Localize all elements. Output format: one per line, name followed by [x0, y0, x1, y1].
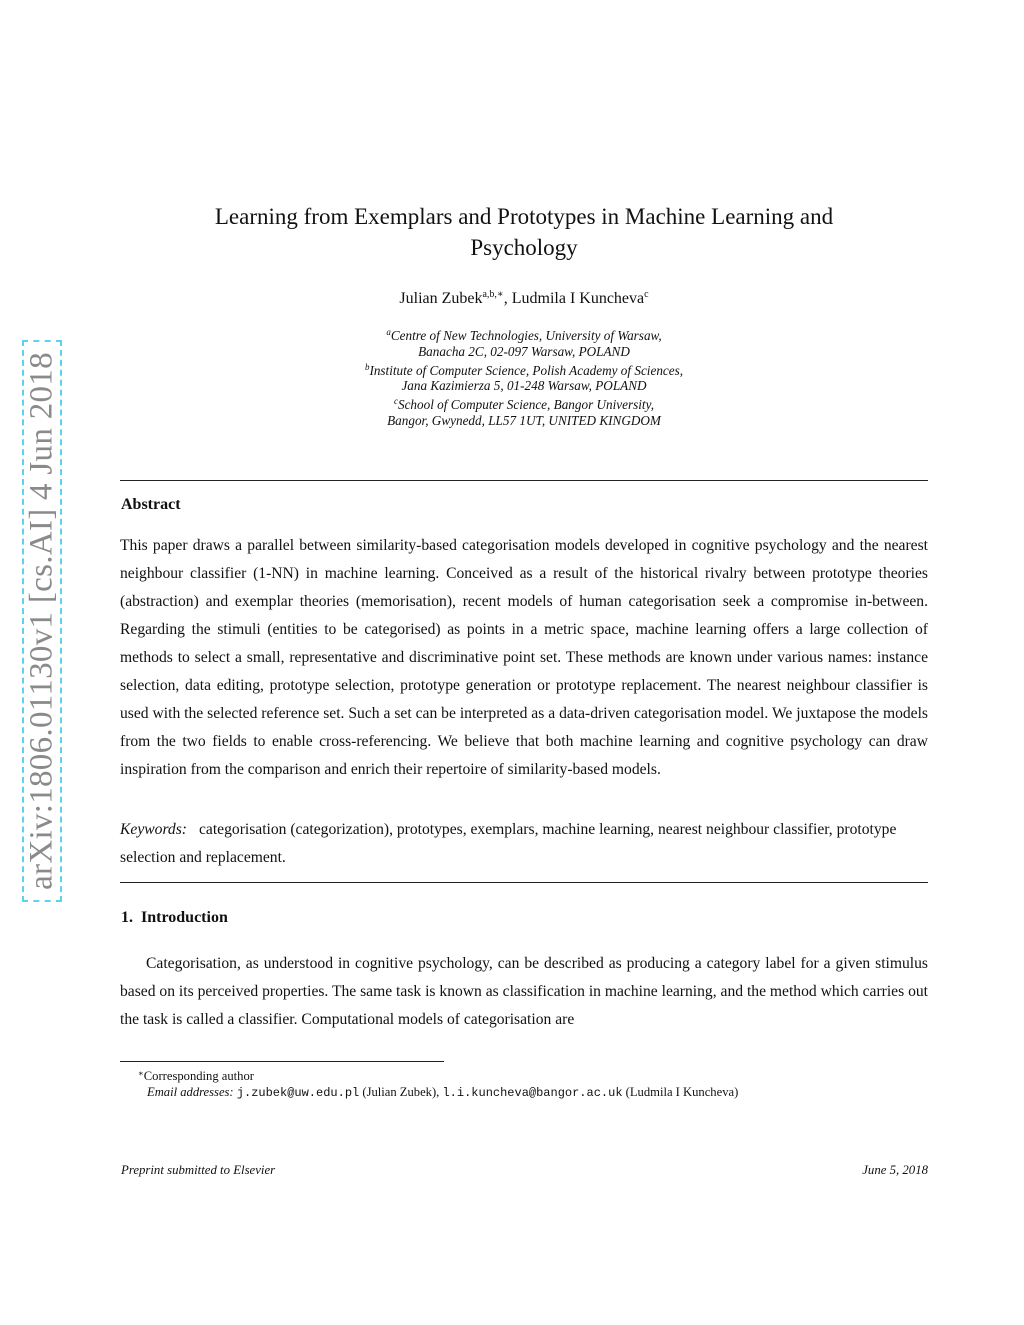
email-link[interactable]: l.i.kuncheva@bangor.ac.uk: [442, 1086, 623, 1100]
affiliation-line: [120, 325, 928, 344]
footer-preprint-note: Preprint submitted to Elsevier: [121, 1163, 276, 1177]
author-list: [120, 289, 928, 308]
arxiv-stamp-text: arXiv:1806.01130v1 [cs.AI] 4 Jun 2018: [23, 352, 60, 890]
email-link[interactable]: j.zubek@uw.edu.pl: [236, 1086, 360, 1100]
author-name: Julian Zubek: [399, 290, 483, 307]
author-name: Ludmila I Kuncheva: [511, 290, 645, 307]
footnote-rule: [120, 1061, 444, 1062]
footer-date: June 5, 2018: [862, 1163, 928, 1177]
footnote-corresponding-text: Corresponding author: [143, 1069, 254, 1083]
abstract-top-rule: [120, 480, 928, 481]
abstract-bottom-rule: [120, 882, 928, 883]
section-title: Introduction: [141, 909, 228, 926]
affiliation-text: School of Computer Science, Bangor University,: [397, 397, 654, 413]
email-owner: (Julian Zubek),: [362, 1085, 440, 1099]
arxiv-stamp[interactable]: [22, 340, 62, 902]
affiliation-line: Banacha 2C, 02-097 Warsaw, POLAND: [418, 343, 630, 359]
email-label: Email addresses:: [147, 1085, 234, 1099]
author-affiliation-mark: a,b,∗: [482, 289, 504, 300]
affiliation-text: Centre of New Technologies, University of Warsaw,: [390, 328, 662, 343]
email-owner: (Ludmila I Kuncheva): [625, 1085, 739, 1099]
affiliation-line: Bangor, Gwynedd, LL57 1UT, UNITED KINGDOM: [387, 412, 661, 428]
title-line-1: Learning from Exemplars and Prototypes in Machine Learning and: [214, 204, 834, 229]
abstract-text: This paper draws a parallel between similarity-based categorisation models developed in cognitive psychology and the nearest neighbour classifier (1-NN) in machine learning. Conceived as a result of the historical rivalry between prototype theories (abstraction) and exemplar theories (memorisation), recent models of human categorisation seek a compromise in-between. Regarding the stimuli (entities to be categorised) as points in a metric space, machine learning offers a large collection of methods to select a small, representative and discriminative point set. These methods are known under various names: instance selection, data editing, prototype selection, prototype generation or prototype replacement. The nearest neighbour classifier is used with the selected reference set. Such a set can be interpreted as a data-driven categorisation model. We juxtapose the models from the two fields to enable cross-referencing. We believe that both machine learning and cognitive psychology can draw inspiration from the comparison and enrich their repertoire of similarity-based models.: [120, 537, 928, 778]
footnotes: [120, 1065, 928, 1101]
paper-title: [120, 201, 928, 263]
keywords-label: Keywords:: [120, 821, 187, 838]
affiliation-line: [120, 394, 928, 413]
author-affiliation-mark: c: [644, 289, 649, 300]
affiliation-line: [120, 360, 928, 379]
abstract-heading: Abstract: [121, 496, 181, 513]
affiliation-mark: c: [393, 396, 398, 407]
title-line-2: Psychology: [470, 235, 578, 260]
affiliations: [120, 325, 928, 429]
affiliation-mark: a: [386, 327, 391, 337]
keywords-text: categorisation (categorization), prototypes, exemplars, machine learning, nearest neighbour classifier, prototype selection and replacement.: [120, 821, 897, 866]
section-heading-introduction: [121, 909, 228, 927]
footnote-mark: ∗: [138, 1068, 144, 1078]
author-separator: ,: [503, 290, 512, 307]
keywords: [120, 816, 928, 872]
affiliation-line: Jana Kazimierza 5, 01-248 Warsaw, POLAND: [401, 378, 647, 394]
footnote-emails: [120, 1084, 928, 1101]
affiliation-text: Institute of Computer Science, Polish Academy of Sciences,: [369, 362, 684, 378]
introduction-paragraph: Categorisation, as understood in cognitive psychology, can be described as producing a category label for a given stimulus based on its perceived properties. The same task is known as classification in machine learning, and the method which carries out the task is called a classifier. Computational models of categorisation are: [120, 955, 928, 1028]
footnote-corresponding: [120, 1065, 928, 1084]
section-number: 1.: [121, 909, 133, 926]
affiliation-mark: b: [364, 361, 370, 372]
